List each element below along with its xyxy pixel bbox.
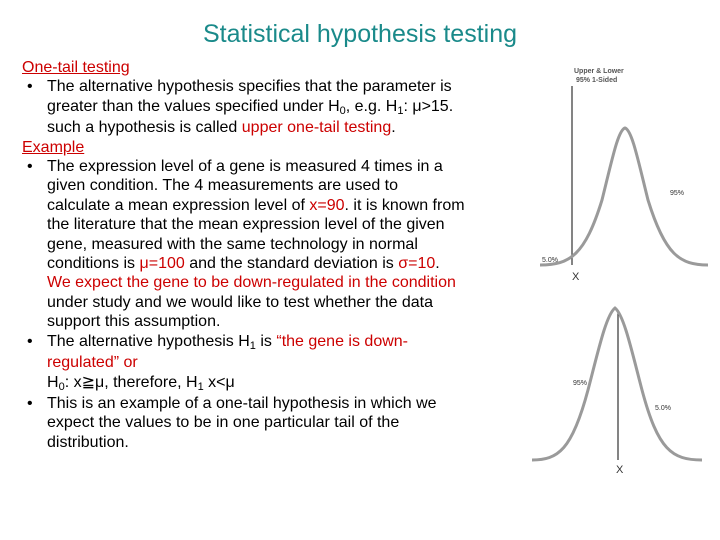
text-line: regulated” or xyxy=(47,354,138,372)
text-line: support this assumption. xyxy=(47,313,221,331)
text-line: the literature that the mean expression level of the given xyxy=(47,216,445,234)
text-line: The alternative hypothesis H1 is “the gene is down- xyxy=(47,332,408,352)
bullet-one-tail-summary xyxy=(22,394,527,452)
bullet-marker: • xyxy=(27,158,33,176)
one-sided-distribution-figure xyxy=(530,60,710,480)
bullet-h1-statement xyxy=(22,332,527,394)
one-tail-heading: One-tail testing xyxy=(22,59,130,76)
text-line: calculate a mean expression level of x=90. it is known from xyxy=(47,196,465,214)
figure-label-line2: 95% 1-Sided xyxy=(576,77,618,84)
text-line: gene, measured with the same technology in normal xyxy=(47,235,418,253)
figure-label-line1: Upper & Lower xyxy=(574,68,624,75)
bullet-alternative-hypothesis xyxy=(22,77,527,137)
bullet-marker: • xyxy=(27,78,33,96)
x-axis-label: X xyxy=(572,271,580,283)
normal-curve xyxy=(532,308,702,460)
lower-tail-plot xyxy=(532,308,702,476)
tail-percent-label: 5.0% xyxy=(655,405,671,412)
text-line: We expect the gene to be down-regulated in the condition xyxy=(47,274,456,292)
page-title: Statistical hypothesis testing xyxy=(202,20,518,48)
text-line: H0: x≧μ, therefore, H1 x<μ xyxy=(47,373,235,393)
text-line: The alternative hypothesis specifies that the parameter is xyxy=(47,78,452,96)
text-line: given condition. The 4 measurements are used to xyxy=(47,177,399,195)
text-line: such a hypothesis is called upper one-tail testing. xyxy=(47,119,396,137)
text-line: greater than the values specified under H0, e.g. H1: μ>15. xyxy=(47,97,454,117)
bullet-marker: • xyxy=(27,332,33,350)
text-line: distribution. xyxy=(47,433,129,451)
tail-percent-label: 5.0% xyxy=(542,257,558,264)
text-line: conditions is μ=100 and the standard deviation is σ=10. xyxy=(47,255,440,273)
upper-tail-plot xyxy=(540,86,708,283)
bullet-example xyxy=(22,157,527,332)
example-heading: Example xyxy=(22,138,85,156)
center-percent-label: 95% xyxy=(573,380,588,387)
upper-one-tail-term: upper one-tail testing xyxy=(241,119,392,137)
bullet-marker: • xyxy=(27,394,33,412)
text-line: This is an example of a one-tail hypothesis in which we xyxy=(47,394,437,412)
slide-body xyxy=(22,58,527,452)
text-line: under study and we would like to test whether the data xyxy=(47,293,434,311)
text-line: expect the values to be in one particular tail of the xyxy=(47,414,400,432)
x-axis-label: X xyxy=(616,464,624,476)
center-percent-label: 95% xyxy=(670,190,685,197)
text-line: The expression level of a gene is measured 4 times in a xyxy=(47,158,443,176)
